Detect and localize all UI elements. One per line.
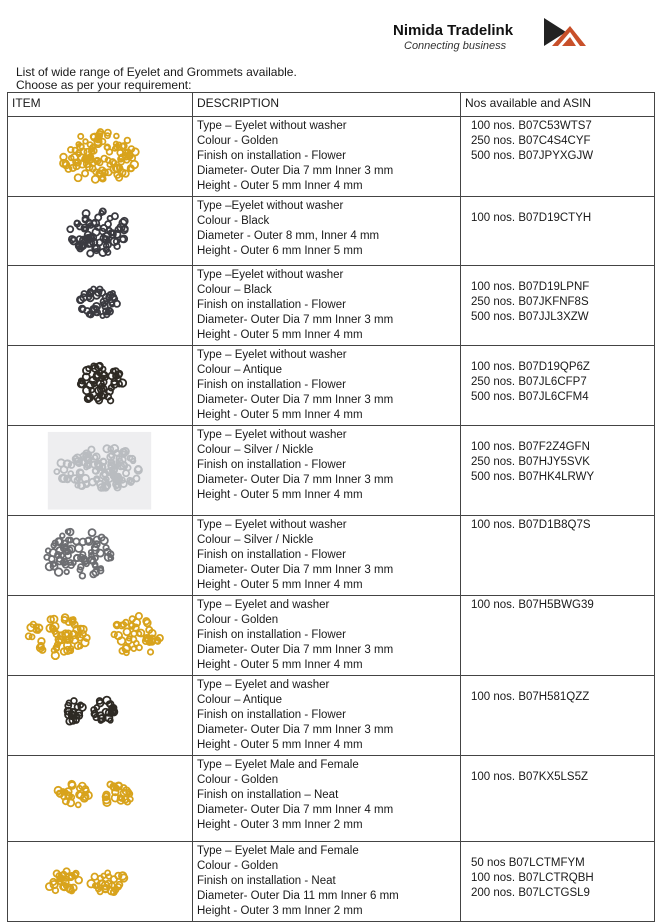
table-row [8,756,655,842]
description-line: Colour - Golden [197,135,279,147]
description-line: Colour – Silver / Nickle [197,534,314,547]
description-line: Height - Outer 5 mm Inner 4 mm [197,180,363,192]
item-asin-list [461,265,655,345]
description-line: Finish on installation - Flower [197,709,346,722]
brand-name: Nimida Tradelink [393,22,514,39]
asin-entry: 100 nos. B07H5BWG39 [471,599,594,612]
item-asin-list [461,756,655,842]
item-description [193,596,461,676]
asin-entry: 500 nos. B07JPYXGJW [471,150,594,162]
description-line: Finish on installation - Flower [197,378,346,391]
asin-entry: 100 nos. B07D19QP6Z [471,360,590,373]
asin-entry: 250 nos. B07JKFNF8S [471,295,589,308]
asin-entry: 50 nos B07LCTMFYM [471,856,585,869]
antique-eyelets-washers-icon [8,676,192,753]
description-line: Type – Eyelet without washer [197,428,347,441]
intro-line: Choose as per your requirement: [16,78,192,92]
description-line: Colour – Antique [197,694,283,707]
item-description [193,756,461,842]
golden-male-female-eyelets-icon [8,756,192,841]
description-line: Diameter- Outer Dia 7 mm Inner 4 mm [197,804,394,817]
eyelet-table [7,92,655,922]
table-row [8,425,655,516]
description-line: Diameter- Outer Dia 11 mm Inner 6 mm [197,889,399,902]
table-row [8,117,655,197]
asin-entry: 100 nos. B07KX5LS5Z [471,771,588,784]
description-line: Diameter- Outer Dia 7 mm Inner 3 mm [197,473,394,486]
golden-eyelets-washers-icon [8,596,192,672]
description-line: Height - Outer 5 mm Inner 4 mm [197,579,363,592]
description-line: Type – Eyelet and washer [197,599,330,612]
asin-entry: 500 nos. B07HK4LRWY [471,470,595,483]
item-description [193,841,461,922]
description-line: Colour - Black [197,215,270,227]
item-description [193,265,461,345]
item-image-cell [8,117,193,197]
item-image-cell [8,197,193,266]
item-asin-list [461,117,655,197]
description-line: Colour - Golden [197,859,279,872]
asin-entry: 100 nos. B07F2Z4GFN [471,440,590,453]
item-asin-list [461,345,655,425]
description-line: Diameter- Outer Dia 7 mm Inner 3 mm [197,644,394,657]
golden-large-male-female-eyelets-icon [8,842,192,922]
description-line: Finish on installation - Flower [197,458,346,471]
item-description [193,197,461,266]
description-line: Diameter- Outer Dia 7 mm Inner 3 mm [197,724,394,737]
item-image-cell [8,516,193,596]
item-asin-list [461,676,655,756]
asin-entry: 100 nos. B07D19CTYH [471,212,592,224]
description-line: Height - Outer 5 mm Inner 4 mm [197,659,363,672]
description-line: Type – Eyelet Male and Female [197,759,359,772]
table-row [8,197,655,266]
asin-entry: 250 nos. B07JL6CFP7 [471,375,587,388]
description-line: Height - Outer 5 mm Inner 4 mm [197,739,363,752]
description-line: Type –Eyelet without washer [197,268,344,281]
item-image-cell [8,596,193,676]
table-row [8,345,655,425]
item-image-cell [8,676,193,756]
description-line: Diameter- Outer Dia 7 mm Inner 3 mm [197,313,394,326]
item-asin-list [461,596,655,676]
asin-entry: 100 nos. B07D1B8Q7S [471,519,591,532]
black-eyelets-small-icon [8,266,192,342]
description-line: Finish on installation - Flower [197,150,346,162]
brand-logo-icon [542,16,588,50]
description-line: Colour – Silver / Nickle [197,443,314,456]
item-description [193,676,461,756]
intro-line: List of wide range of Eyelet and Grommets available. [16,65,297,79]
asin-entry: 100 nos. B07C53WTS7 [471,120,592,132]
table-row [8,265,655,345]
description-line: Height - Outer 6 mm Inner 5 mm [197,245,363,257]
description-line: Height - Outer 5 mm Inner 4 mm [197,328,363,341]
description-line: Type – Eyelet without washer [197,348,347,361]
description-line: Height - Outer 5 mm Inner 4 mm [197,408,363,421]
description-line: Finish on installation - Flower [197,298,346,311]
table-header-row [8,93,655,117]
description-line: Finish on installation – Neat [197,789,339,802]
description-line: Height - Outer 3 mm Inner 2 mm [197,904,363,917]
description-line: Height - Outer 3 mm Inner 2 mm [197,819,363,832]
column-header-item: ITEM [8,93,193,117]
item-asin-list [461,516,655,596]
item-asin-list [461,197,655,266]
brand-tagline: Connecting business [404,40,507,52]
description-line: Diameter- Outer Dia 7 mm Inner 3 mm [197,564,394,577]
description-line: Colour – Black [197,283,272,296]
item-asin-list [461,425,655,516]
item-image-cell [8,425,193,516]
description-line: Finish on installation - Flower [197,549,346,562]
asin-entry: 250 nos. B07HJY5SVK [471,455,590,468]
item-image-cell [8,756,193,842]
asin-entry: 500 nos. B07JL6CFM4 [471,390,589,403]
table-row [8,676,655,756]
item-image-cell [8,345,193,425]
asin-entry: 250 nos. B07C4S4CYF [471,135,591,147]
item-image-cell [8,265,193,345]
item-image-cell [8,841,193,922]
description-line: Type – Eyelet without washer [197,519,347,532]
item-description [193,516,461,596]
asin-entry: 500 nos. B07JJL3XZW [471,310,589,323]
description-line: Diameter - Outer 8 mm, Inner 4 mm [197,230,380,242]
item-asin-list [461,841,655,922]
description-line: Type – Eyelet without washer [197,120,347,132]
asin-entry: 100 nos. B07LCTRQBH [471,871,594,884]
antique-eyelets-icon [8,346,192,422]
intro-text [16,66,297,92]
description-line: Colour - Golden [197,774,279,787]
golden-eyelets-icon [8,117,192,194]
item-description [193,117,461,197]
description-line: Colour - Golden [197,614,279,627]
column-header-description: DESCRIPTION [193,93,461,117]
silver-eyelets-dark-icon [8,516,192,593]
description-line: Finish on installation - Flower [197,629,346,642]
description-line: Type –Eyelet without washer [197,200,344,212]
description-line: Type – Eyelet and washer [197,679,330,692]
black-eyelets-icon [8,197,192,265]
item-description [193,345,461,425]
description-line: Colour – Antique [197,363,283,376]
brand-header [390,14,640,54]
description-line: Diameter- Outer Dia 7 mm Inner 3 mm [197,393,394,406]
description-line: Diameter- Outer Dia 7 mm Inner 3 mm [197,165,394,177]
asin-entry: 100 nos. B07D19LPNF [471,280,590,293]
table-row [8,516,655,596]
description-line: Height - Outer 5 mm Inner 4 mm [197,488,363,501]
description-line: Finish on installation - Neat [197,874,336,887]
asin-entry: 200 nos. B07LCTGSL9 [471,886,590,899]
asin-entry: 100 nos. B07H581QZZ [471,691,590,704]
silver-eyelets-icon [8,426,192,516]
table-row [8,596,655,676]
table-row [8,841,655,922]
description-line: Type – Eyelet Male and Female [197,844,359,857]
item-description [193,425,461,516]
column-header-asin: Nos available and ASIN [461,93,655,117]
